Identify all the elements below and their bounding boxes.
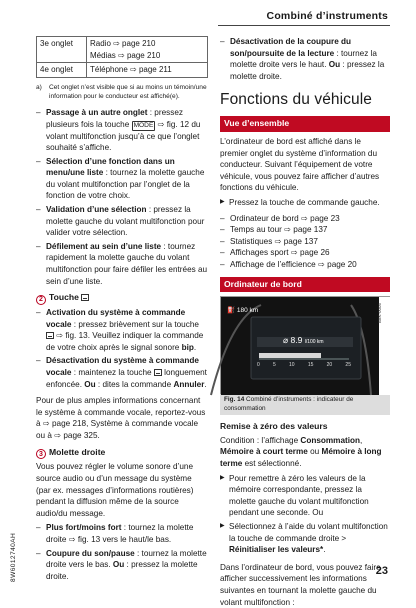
item-text: : tournez la molette droite vers le bas. <box>46 548 207 570</box>
instruction-bullet <box>220 197 390 209</box>
list-item <box>220 247 390 259</box>
consumption-bar <box>259 353 321 358</box>
list-item <box>36 307 208 353</box>
item-text: Affichages sport ⇨ page 26 <box>230 248 330 258</box>
voice-key-icon <box>81 294 89 301</box>
text-bold: Mémoire à long terme <box>220 447 382 469</box>
scale-tick-label: 0 <box>257 362 260 369</box>
item-text: ⇨ fig. 12 du volant multifonction jusqu’à ce que l’onglet souhaité s’affiche. <box>46 119 201 153</box>
table-cell-key: 3e onglet <box>37 37 87 63</box>
dash-marker: – <box>220 248 225 258</box>
item-text: . <box>204 379 207 389</box>
dash-marker: – <box>36 308 41 318</box>
table-cell-key: 4e onglet <box>37 63 87 78</box>
instruction-bullet <box>220 473 390 519</box>
text-run: est sélectionné. <box>242 459 302 469</box>
item-bold: Ou <box>112 560 125 570</box>
item-bold: Ou <box>328 60 341 70</box>
text-bold: Mémoire à court terme <box>220 447 308 457</box>
item-bold: Défilement au sein d’une liste <box>46 241 162 251</box>
scale-tick-label: 25 <box>345 362 351 369</box>
triangle-bullet-icon: ▶ <box>220 474 225 481</box>
table-cell-value <box>87 63 208 78</box>
list-item <box>36 241 208 287</box>
item-text: Ordinateur de bord ⇨ page 23 <box>230 213 340 223</box>
dash-marker: – <box>36 356 41 366</box>
item-bold: Sélection d’une fonction dans un menu/une liste <box>46 156 175 178</box>
page-number: 23 <box>375 565 388 577</box>
list-item <box>36 204 208 239</box>
bullet-text: Pour remettre à zéro les valeurs de la mémoire correspondante, pressez la molette gauche du volant multifonction pendant une seconde. Ou <box>229 473 369 518</box>
item-bold: Passage à un autre onglet <box>46 107 148 117</box>
item-bold: Coupure du son/pause <box>46 548 135 558</box>
list-item <box>220 236 390 248</box>
subheading-reset: Remise à zéro des valeurs <box>220 421 328 432</box>
list-item <box>220 213 390 225</box>
item-bold: bip <box>181 342 194 352</box>
document-code: 8W6012740AH <box>10 532 17 582</box>
fuel-pump-icon: ⛽ <box>227 307 236 315</box>
figure-caption <box>220 394 390 415</box>
scale-tick-label: 10 <box>289 362 295 369</box>
scale-tick-label: 20 <box>326 362 333 369</box>
footnote-marker: a) <box>36 83 42 91</box>
dash-marker: – <box>36 241 41 251</box>
voice-key-icon <box>154 369 162 376</box>
list-item <box>36 522 208 545</box>
dash-marker: – <box>36 205 41 215</box>
average-icon: ⌀ <box>283 335 289 346</box>
text-run: ou <box>307 447 322 457</box>
item-text: Affichage de l’efficience ⇨ page 20 <box>230 259 357 269</box>
item-bold: Ou <box>84 379 96 389</box>
bullet-text: . <box>323 545 326 555</box>
section-title-vehicle-functions: Fonctions du véhicule <box>220 91 373 109</box>
item-text: : tournez la molette droite ⇨ fig. 13 vers le haut/le bas. <box>46 523 194 544</box>
item-text: : pressez la molette droite. <box>46 560 198 581</box>
table-cell-value <box>87 37 208 63</box>
left-column <box>36 36 208 584</box>
dash-marker: – <box>220 37 225 46</box>
item-bold: Plus fort/moins fort <box>46 523 122 533</box>
dash-marker: – <box>36 156 41 166</box>
list-item <box>220 259 390 271</box>
section-title: Molette droite <box>49 446 106 457</box>
section-heading-voice <box>36 292 208 305</box>
page-header <box>0 0 416 28</box>
item-bold: Désactivation de la coupure du son/poursuite de la lecture <box>230 37 352 58</box>
table-cell-line: Téléphone ⇨ page 211 <box>90 65 172 74</box>
bullet-bold: Réinitialiser les valeurs* <box>229 545 324 555</box>
text-bold: Consommation <box>300 435 361 445</box>
item-bold: Annuler <box>173 379 205 389</box>
header-rule <box>218 25 390 26</box>
list-item <box>36 156 208 202</box>
item-text: Statistiques ⇨ page 137 <box>230 236 318 246</box>
item-text: ⇨ fig. 13. Veuillez indiquer la commande de votre choix après le signal sonore <box>46 331 204 352</box>
header-title: Combiné d’instruments <box>266 10 388 22</box>
dash-marker: – <box>36 107 41 117</box>
mode-key-icon: MODE <box>133 121 154 129</box>
footnote <box>36 83 208 101</box>
item-text: . <box>193 342 197 352</box>
item-text: longuement enfoncée. <box>46 367 207 389</box>
section-number-badge: 3 <box>36 449 46 459</box>
bullet-text: Pressez la touche de commande gauche. <box>229 197 380 207</box>
table-cell-line: Médias ⇨ page 210 <box>90 50 161 60</box>
item-text: : dites la commande <box>95 379 174 389</box>
item-text: : pressez la molette gauche du volant multifonction pour valider votre sélection. <box>46 205 205 238</box>
scale-labels <box>257 360 351 372</box>
item-bold: Validation d’une sélection <box>46 205 147 215</box>
table-cell-line: Radio ⇨ page 210 <box>90 39 156 48</box>
list-item <box>220 224 390 236</box>
caption-text: Combiné d’instruments : indicateur de consommation <box>224 396 354 412</box>
function-list <box>220 213 390 271</box>
list-item <box>36 107 208 154</box>
dash-marker: – <box>36 523 41 533</box>
subsection-bar-trip-computer: Ordinateur de bord <box>220 277 390 293</box>
scale-tick-label: 5 <box>273 362 276 369</box>
item-text: : pressez plusieurs fois la touche <box>46 107 183 129</box>
paragraph: Dans l’ordinateur de bord, vous pouvez faire afficher successivement les informations suivantes en tournant la molette gauche du volant multifonction : <box>220 562 381 607</box>
instruction-bullet <box>220 521 390 556</box>
figure-consumption-display <box>220 296 390 394</box>
list-item <box>36 355 208 390</box>
voice-key-icon <box>46 332 54 339</box>
consumption-value: 8.9 <box>290 335 303 346</box>
paragraph: Pour de plus amples informations concernant le système à commande vocale, reportez-vous à ⇨ page 218, Système à commande vocale ou à ⇨ page 325. <box>36 396 206 440</box>
paragraph: L’ordinateur de bord est affiché dans le premier onglet du système d’information du conducteur. Suivant l’équipement de votre véhicule, vous pouvez faire afficher d’autres fonctions du véhicule. <box>220 136 380 193</box>
item-text: Temps au tour ⇨ page 137 <box>230 225 328 235</box>
item-text: : maintenez la touche <box>71 367 154 377</box>
table-row <box>37 37 208 63</box>
bullet-text: Sélectionnez à l’aide du volant multifonction la touche de commande droite > <box>229 522 388 543</box>
range-readout <box>227 305 258 317</box>
consumption-readout <box>283 335 324 349</box>
item-bold: Activation du système à commande vocale <box>46 308 186 329</box>
figure-code: B8K-0005 <box>377 303 383 324</box>
triangle-bullet-icon: ▶ <box>220 523 225 530</box>
consumption-unit: l/100 km <box>304 339 324 346</box>
right-column <box>220 36 390 608</box>
list-item <box>220 36 390 82</box>
range-value: 180 km <box>236 307 259 315</box>
dash-marker: – <box>36 548 41 558</box>
item-text: : tournez rapidement la molette gauche du volant multifonction pour faire défiler les entrées au sein d’une liste. <box>46 241 208 286</box>
paragraph: Vous pouvez régler le volume sonore d’une source audio ou d’un message du système (par ex. messages d’informations routières) pendant la diffusion même de la source audio/du message. <box>36 462 194 518</box>
scale-tick-label: 15 <box>307 362 314 369</box>
menu-table <box>36 36 208 78</box>
table-row <box>37 63 208 78</box>
dash-marker: – <box>220 225 225 235</box>
item-text: : pressez brièvement sur la touche <box>71 319 199 329</box>
subsection-bar-overview: Vue d’ensemble <box>220 116 390 132</box>
section-number-badge: 2 <box>36 295 46 305</box>
section-heading-right-wheel <box>36 447 208 460</box>
dash-marker: – <box>220 236 225 246</box>
text-run: , <box>360 435 363 445</box>
item-bold: Désactivation du système à commande vocale <box>46 356 199 377</box>
triangle-bullet-icon: ▶ <box>220 198 225 205</box>
list-item <box>36 548 208 583</box>
text-run: Condition : l’affichage <box>220 435 301 445</box>
paragraph <box>220 435 390 470</box>
footnote-text: Cet onglet n’est visible que si au moins un témoin/une information pour le conducteur est affiché(e). <box>49 83 207 100</box>
dash-marker: – <box>220 213 225 223</box>
item-text: : tournez la molette droite vers le haut. <box>230 48 377 70</box>
item-text: : tournez la molette gauche du volant multifonction par l’onglet de la fonction de votre choix. <box>46 168 205 201</box>
dash-marker: – <box>220 259 225 269</box>
caption-label: Fig. 14 <box>224 396 245 404</box>
item-text: : pressez la molette droite. <box>230 60 385 81</box>
section-title: Touche <box>49 292 79 303</box>
